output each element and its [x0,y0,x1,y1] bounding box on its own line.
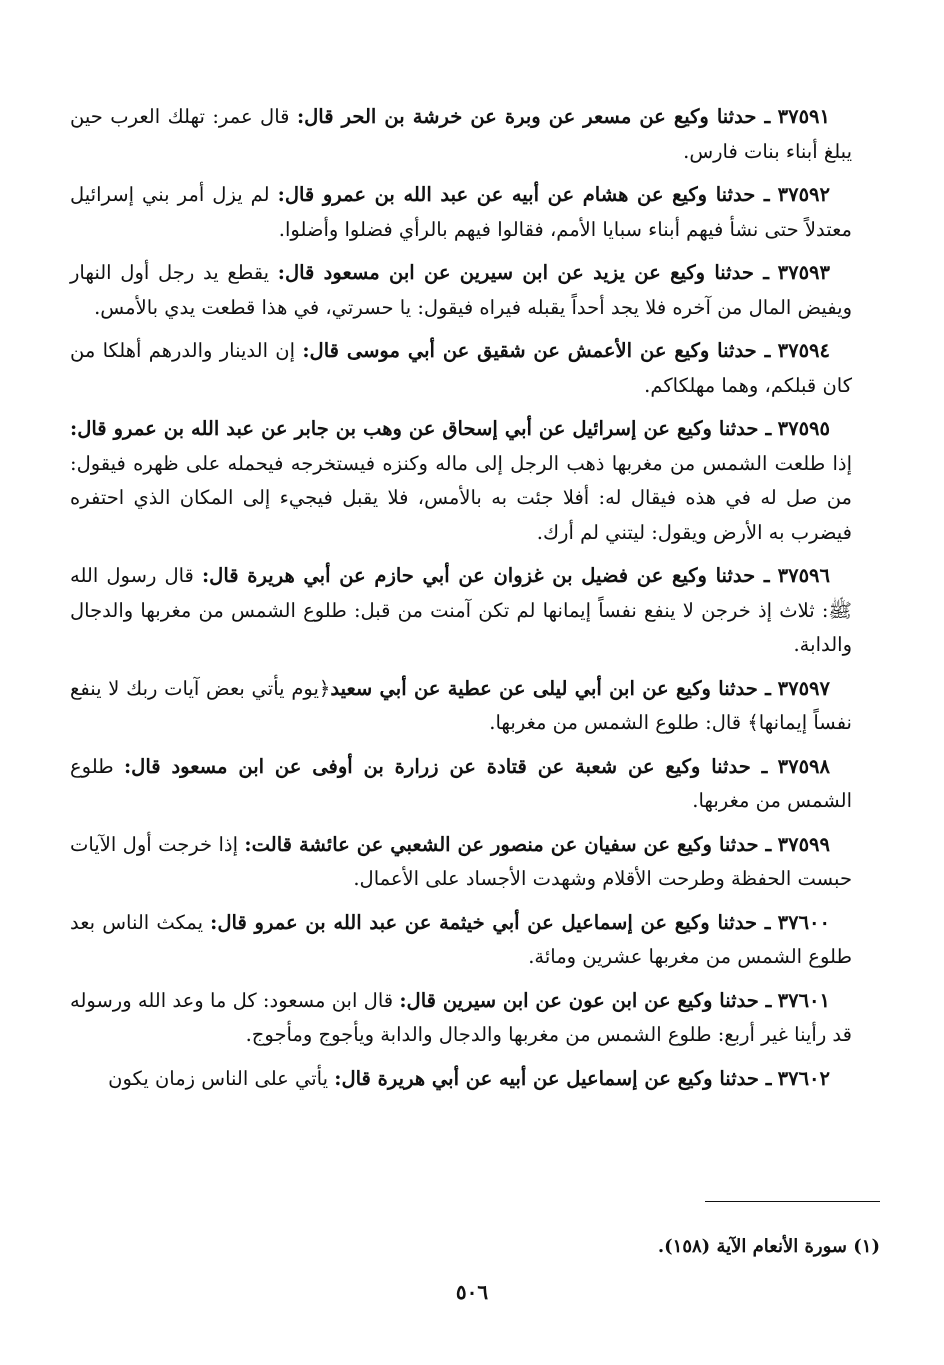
hadith-entry [70,1062,852,1097]
hadith-entry [70,906,852,975]
hadith-isnad: ـ حدثنا وكيع عن سفيان عن منصور عن الشعبي عن عائشة قالت: [244,832,772,856]
hadith-number: ٣٧٥٩٣ [777,261,830,284]
hadith-text: قال رسول الله ﷺ: ثلاث إذ خرجن لا ينفع نفساً إيمانها لم تكن آمنت من قبل: طلوع الشمس من مغربها والدجال والدابة. [70,564,852,656]
hadith-number: ٣٧٥٩٤ [777,339,830,362]
hadith-entry [70,750,852,819]
hadith-number: ٣٧٥٩٢ [777,183,830,206]
hadith-number: ٣٧٥٩٩ [777,832,830,856]
hadith-isnad: ـ حدثنا وكيع عن ابن عون عن ابن سيرين قال: [399,988,772,1012]
hadith-entry [70,256,852,325]
hadith-text: يمكث الناس بعد طلوع الشمس من مغربها عشرين ومائة. [70,910,852,968]
hadith-number: ٣٧٥٩٥ [777,417,831,440]
page-number: ٥٠٦ [455,1280,489,1304]
hadith-text: إذا خرجت أول الآيات حبست الحفظة وطرحت الأقلام وشهدت الأجساد على الأعمال. [70,832,852,890]
hadith-text: لم يزل أمر بني إسرائيل معتدلاً حتى نشأ فيهم أبناء سبايا الأمم، فقالوا فيهم بالرأي فضلوا وأضلوا. [70,183,852,241]
hadith-entry [70,672,852,741]
hadith-number: ٣٧٦٠٠ [777,910,831,934]
hadith-text: إذا طلعت الشمس من مغربها ذهب الرجل إلى ماله وكنزه فيستخرجه فيحمله على ظهره فيقول: من صل له في هذه فيقال له: أفلا جئت به بالأمس، فلا يقبل فيجيء إلى المكان الذي احتفره فيضرب به الأرض ويقول: ليتني لم أرك. [70,451,852,544]
hadith-text: يأتي على الناس زمان يكون [108,1066,335,1090]
hadith-number: ٣٧٥٩١ [777,105,831,128]
hadith-text: قال ابن مسعود: كل ما وعد الله ورسوله قد رأينا غير أربع: طلوع الشمس من مغربها والدجال والدابة ويأجوج ومأجوج. [70,988,852,1046]
hadith-isnad: ـ حدثنا وكيع عن مسعر عن وبرة عن خرشة بن الحر قال: [296,105,771,128]
hadith-isnad: ـ حدثنا وكيع عن ابن أبي ليلى عن عطية عن أبي سعيد [330,676,771,700]
hadith-entry [70,559,852,663]
hadith-entry [70,984,852,1053]
hadith-isnad: ـ حدثنا وكيع عن الأعمش عن شقيق عن أبي موسى قال: [302,339,771,362]
hadith-isnad: ـ حدثنا وكيع عن فضيل بن غزوان عن أبي حازم عن أبي هريرة قال: [201,564,770,587]
hadith-isnad: ـ حدثنا وكيع عن إسماعيل عن أبيه عن أبي هريرة قال: [334,1066,772,1090]
hadith-isnad: ـ حدثنا وكيع عن إسماعيل عن أبي خيثمة عن عبد الله بن عمرو قال: [210,910,771,934]
hadith-list [70,100,852,1105]
hadith-text: ﴿يوم يأتي بعض آيات ربك لا ينفع نفساً إيمانها﴾ قال: طلوع الشمس من مغربها. [70,676,852,734]
hadith-entry [70,178,852,247]
hadith-entry [70,412,852,550]
footnote-divider [705,1201,880,1202]
hadith-isnad: ـ حدثنا وكيع عن هشام عن أبيه عن عبد الله بن عمرو قال: [277,183,770,206]
hadith-text: طلوع الشمس من مغربها. [70,754,852,812]
hadith-isnad: ـ حدثنا وكيع عن يزيد عن ابن سيرين عن ابن مسعود قال: [277,261,769,284]
hadith-isnad: ـ حدثنا وكيع عن شعبة عن قتادة عن زرارة بن أوفى عن ابن مسعود قال: [123,754,768,778]
hadith-number: ٣٧٦٠١ [777,988,830,1012]
hadith-entry [70,334,852,403]
hadith-text: قال عمر: تهلك العرب حين يبلغ أبناء بنات فارس. [70,105,852,163]
hadith-entry [70,100,852,169]
hadith-text: يقطع يد رجل أول النهار ويفيض المال من آخره فلا يجد أحداً يقبله فيراه فيقول: يا حسرتي، في هذا قطعت يدي بالأمس. [70,261,852,319]
hadith-isnad: ـ حدثنا وكيع عن إسرائيل عن أبي إسحاق عن وهب بن جابر عن عبد الله بن عمرو قال: [70,417,772,440]
hadith-entry [70,828,852,897]
hadith-number: ٣٧٥٩٧ [777,676,831,700]
hadith-number: ٣٧٥٩٨ [777,754,831,778]
hadith-number: ٣٧٦٠٢ [777,1066,830,1090]
footnote: (١) سورة الأنعام الآية (١٥٨). [657,1236,880,1257]
hadith-number: ٣٧٥٩٦ [777,564,831,587]
hadith-text: إن الدينار والدرهم أهلكا من كان قبلكم، وهما مهلكاكم. [70,339,852,397]
